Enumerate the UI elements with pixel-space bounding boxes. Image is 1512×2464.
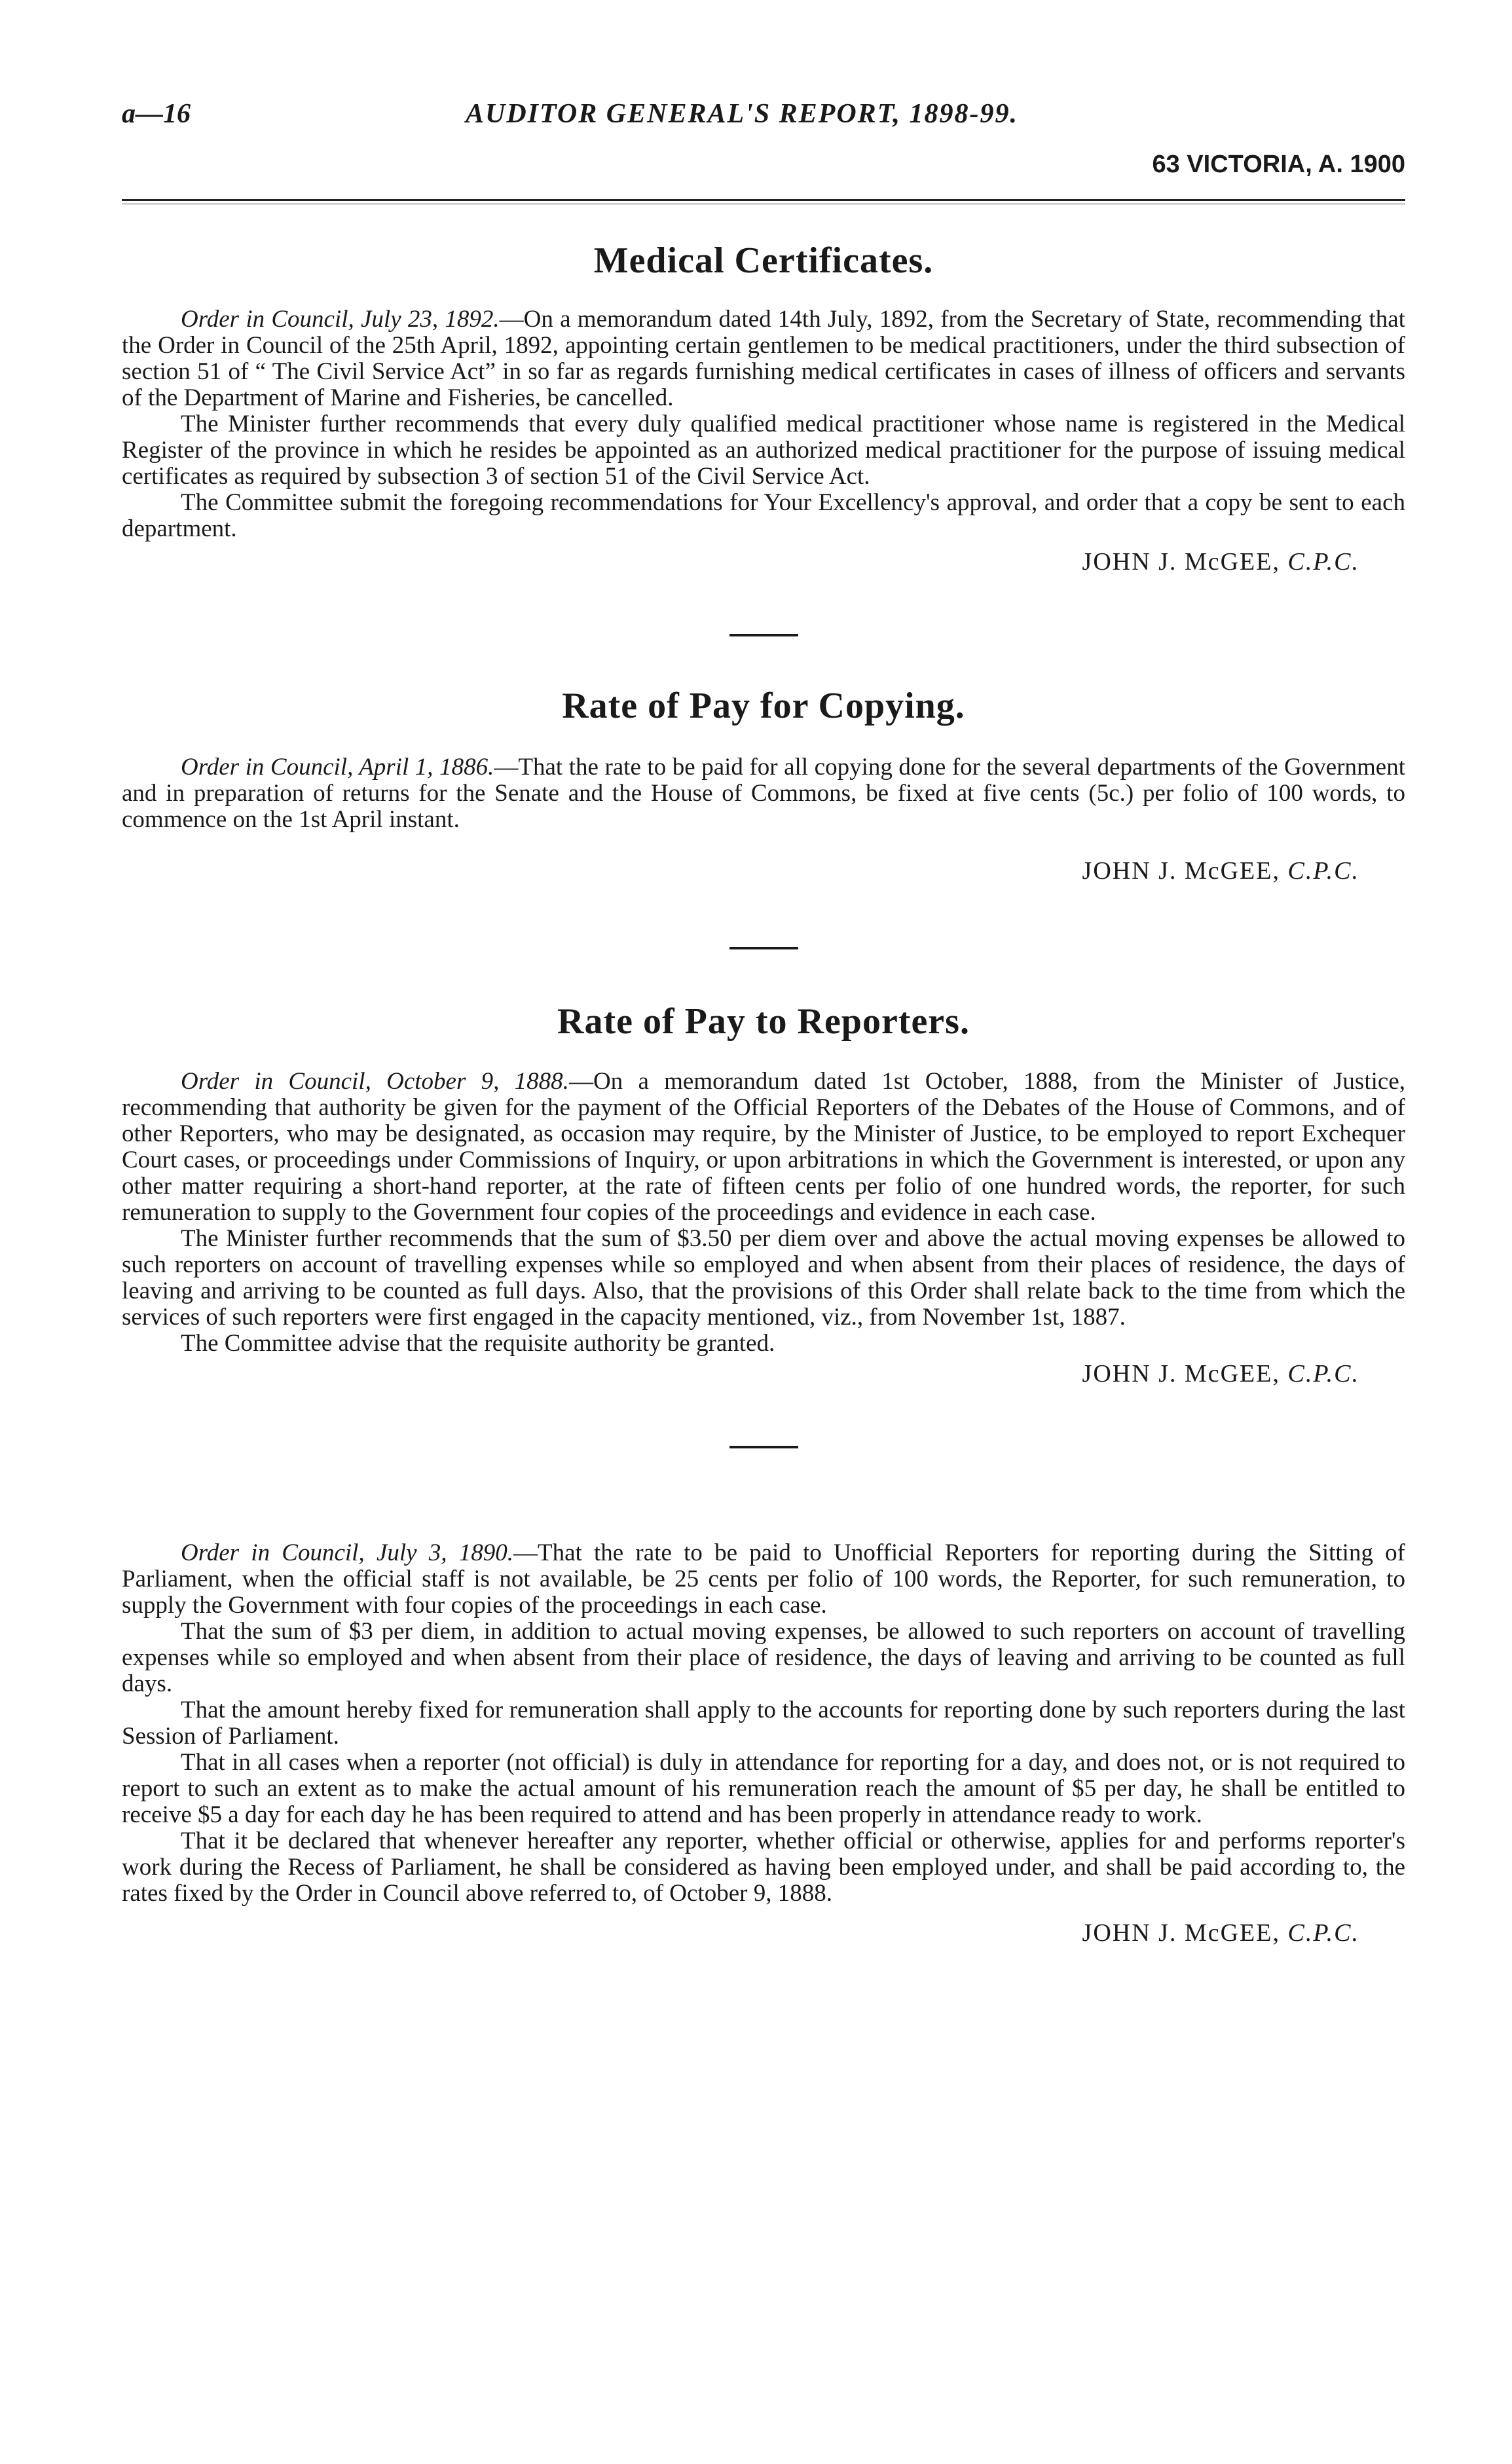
signature-name: JOHN J. McGEE, (1082, 548, 1288, 576)
paragraph: The Committee advise that the requisite authority be granted. (181, 1330, 775, 1357)
signature (122, 547, 1405, 576)
section-title-copying: Rate of Pay for Copying. (562, 686, 965, 726)
paragraph-text: —That the rate to be paid for all copying done for the several departments of the Government and in preparation of returns for the Senate and the House of Commons, be fixed at five cents (5c.) per folio of 100 words, to commence on the 1st April instant. (122, 754, 1406, 833)
section-title-medical-certificates: Medical Certificates. (593, 240, 934, 281)
section-title-reporters: Rate of Pay to Reporters. (557, 1001, 970, 1042)
paragraph (122, 1069, 1405, 1226)
section-divider (729, 1446, 798, 1448)
section-body-copying (122, 754, 1405, 833)
signature-title: C.P.C. (1287, 1919, 1359, 1947)
order-reference: Order in Council, April 1, 1886. (181, 754, 494, 781)
running-header (122, 98, 1405, 138)
signature-title: C.P.C. (1287, 548, 1359, 576)
section-body-reporters (122, 1069, 1405, 1357)
paragraph-text: —On a memorandum dated 14th July, 1892, from the Secretary of State, recommending that the Order in Council of the 25th April, 1892, appointing certain gentlemen to be medical practitioners, under the third subsection of section 51 of “ The Civil Service Act” in so far as regards furnishing medical certificates in cases of illness of officers and servants of the Department of Marine and Fisheries, be cancelled. (122, 306, 1405, 411)
signature (122, 1919, 1405, 1947)
signature-name: JOHN J. McGEE, (1082, 1360, 1288, 1388)
header-rule (122, 199, 1405, 204)
signature-title: C.P.C. (1287, 1360, 1359, 1388)
running-title: AUDITOR GENERAL'S REPORT, 1898-99. (466, 99, 1018, 129)
paragraph: The Committee submit the foregoing recommendations for Your Excellency's approval, and order that a copy be sent to each department. (122, 489, 1405, 542)
paragraph (122, 754, 1405, 833)
order-reference: Order in Council, July 3, 1890. (181, 1539, 513, 1566)
order-reference: Order in Council, October 9, 1888. (181, 1068, 569, 1095)
paragraph: The Minister further recommends that every duly qualified medical practitioner whose name is registered in the Medical Register of the province in which he resides be appointed as an authorized medical practitioner for the purpose of issuing medical certificates as required by subsection 3 of section 51 of the Civil Service Act. (122, 411, 1405, 490)
page-folio: a—16 (122, 99, 191, 129)
signature (122, 856, 1405, 885)
signature-name: JOHN J. McGEE, (1082, 857, 1288, 885)
paragraph-text: —On a memorandum dated 1st October, 1888, from the Minister of Justice, recommending that authority be given for the payment of the Official Reporters of the Debates of the House of Commons, and of other Reporters, who may be designated, as occasion may require, by the Minister of Justice, to be employed to report Exchequer Court cases, or proceedings under Commissions of Inquiry, or upon arbitrations in which the Government is interested, or upon any other matter requiring a short-hand reporter, at the rate of fifteen cents per folio of one hundred words, the reporter, for such remuneration to supply to the Government four copies of the proceedings and evidence in each case. (122, 1068, 1405, 1226)
paragraph-text: —That the rate to be paid to Unofficial Reporters for reporting during the Sitting of Parliament, when the official staff is not available, be 25 cents per folio of 100 words, the Reporter, for such remuneration, to supply the Government with four copies of the proceedings in each case. (122, 1539, 1405, 1619)
signature-title: C.P.C. (1287, 857, 1359, 885)
order-reference: Order in Council, July 23, 1892. (181, 306, 500, 333)
paragraph: The Minister further recommends that the sum of $3.50 per diem over and above the actual moving expenses be allowed to such reporters on account of travelling expenses while so employed and when absent from their places of residence, the days of leaving and arriving to be counted as full days. Also, that the provisions of this Order shall relate back to the time from which the services of such reporters were first engaged in the capacity mentioned, viz., from November 1st, 1887. (122, 1225, 1405, 1331)
section-divider (729, 634, 798, 636)
paragraph: That the amount hereby fixed for remuneration shall apply to the accounts for reporting done by such reporters during the last Session of Parliament. (122, 1697, 1405, 1750)
document-page (122, 98, 1405, 1947)
paragraph: That in all cases when a reporter (not official) is duly in attendance for reporting for a day, and does not, or is not required to report to such an extent as to make the actual amount of his remuneration reach the amount of $5 per day, he shall be entitled to receive $5 a day for each day he has been required to attend and has been properly in attendance ready to work. (122, 1749, 1405, 1828)
signature (122, 1359, 1405, 1388)
paragraph (122, 306, 1405, 411)
paragraph: That the sum of $3 per diem, in addition to actual moving expenses, be allowed to such reporters on account of travelling expenses while so employed and when absent from their place of residence, the days of leaving and arriving to be counted as full days. (122, 1618, 1405, 1697)
section-divider (729, 947, 798, 949)
paragraph: That it be declared that whenever hereafter any reporter, whether official or otherwise, applies for and performs reporter's work during the Recess of Parliament, he shall be considered as having been employed under, and shall be paid according to, the rates fixed by the Order in Council above referred to, of October 9, 1888. (122, 1828, 1405, 1907)
section-body-unofficial-reporters (122, 1540, 1405, 1907)
paragraph (122, 1540, 1405, 1619)
session-label: 63 VICTORIA, A. 1900 (1152, 151, 1405, 178)
signature-name: JOHN J. McGEE, (1082, 1919, 1288, 1947)
section-body-medical-certificates (122, 306, 1405, 542)
